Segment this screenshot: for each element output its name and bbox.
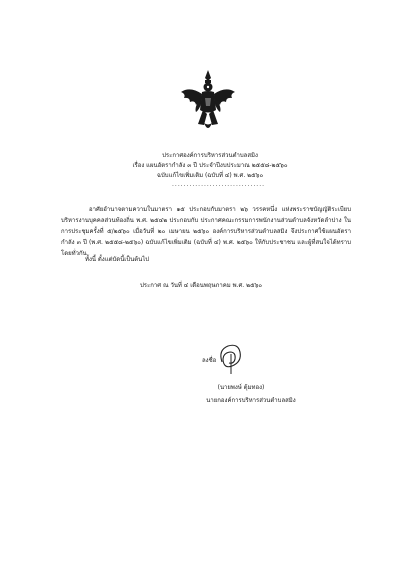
effective-statement: ทั้งนี้ ตั้งแต่บัดนี้เป็นต้นไป	[85, 256, 150, 263]
header-line-2: เรื่อง แผนอัตรากำลัง ๓ ปี ประจำปีงบประมาณ ๒๕๕๘-๒๕๖๐	[132, 162, 288, 169]
handwritten-signature	[214, 340, 248, 376]
body-paragraph: อาศัยอำนาจตามความในมาตรา ๑๕ ประกอบกับมาตรา ๒๖ วรรคหนึ่ง แห่งพระราชบัญญัติระเบียบบริหารงานบุคคลส่วนท้องถิ่น พ.ศ. ๒๕๔๒ ประกอบกับ ประกาศคณะกรรมการพนักงานส่วนตำบลจังหวัดลำปาง ในการประชุมครั้งที่ ๕/๒๕๖๐ เมื่อวันที่ ๒๐ เมษายน ๒๕๖๐ องค์การบริหารส่วนตำบลสมิง จึงประกาศใช้แผนอัตรากำลัง ๓ ปี (พ.ศ. ๒๕๕๘-๒๕๖๐) ฉบับแก้ไขเพิ่มเติม (ฉบับที่ ๔) พ.ศ. ๒๕๖๐ ให้กับประชาชน และผู้ที่สนใจได้ทราบโดยทั่วกัน	[61, 206, 351, 257]
header-line-1: ประกาศองค์การบริหารส่วนตำบลสมิง	[162, 152, 258, 159]
dotted-separator: ................................	[172, 181, 266, 188]
sign-label: ลงชื่อ	[202, 357, 217, 364]
given-date: ประกาศ ณ วันที่ ๔ เดือนพฤษภาคม พ.ศ. ๒๕๖๐	[140, 282, 263, 289]
signer-position: นายกองค์การบริหารส่วนตำบลสมิง	[206, 397, 296, 404]
header-line-3: ฉบับแก้ไขเพิ่มเติม (ฉบับที่ ๔) พ.ศ. ๒๕๖๐	[156, 172, 264, 179]
garuda-emblem-icon	[178, 68, 238, 134]
signer-name: (นายพงษ์ ตุ้มทอง)	[217, 384, 265, 391]
